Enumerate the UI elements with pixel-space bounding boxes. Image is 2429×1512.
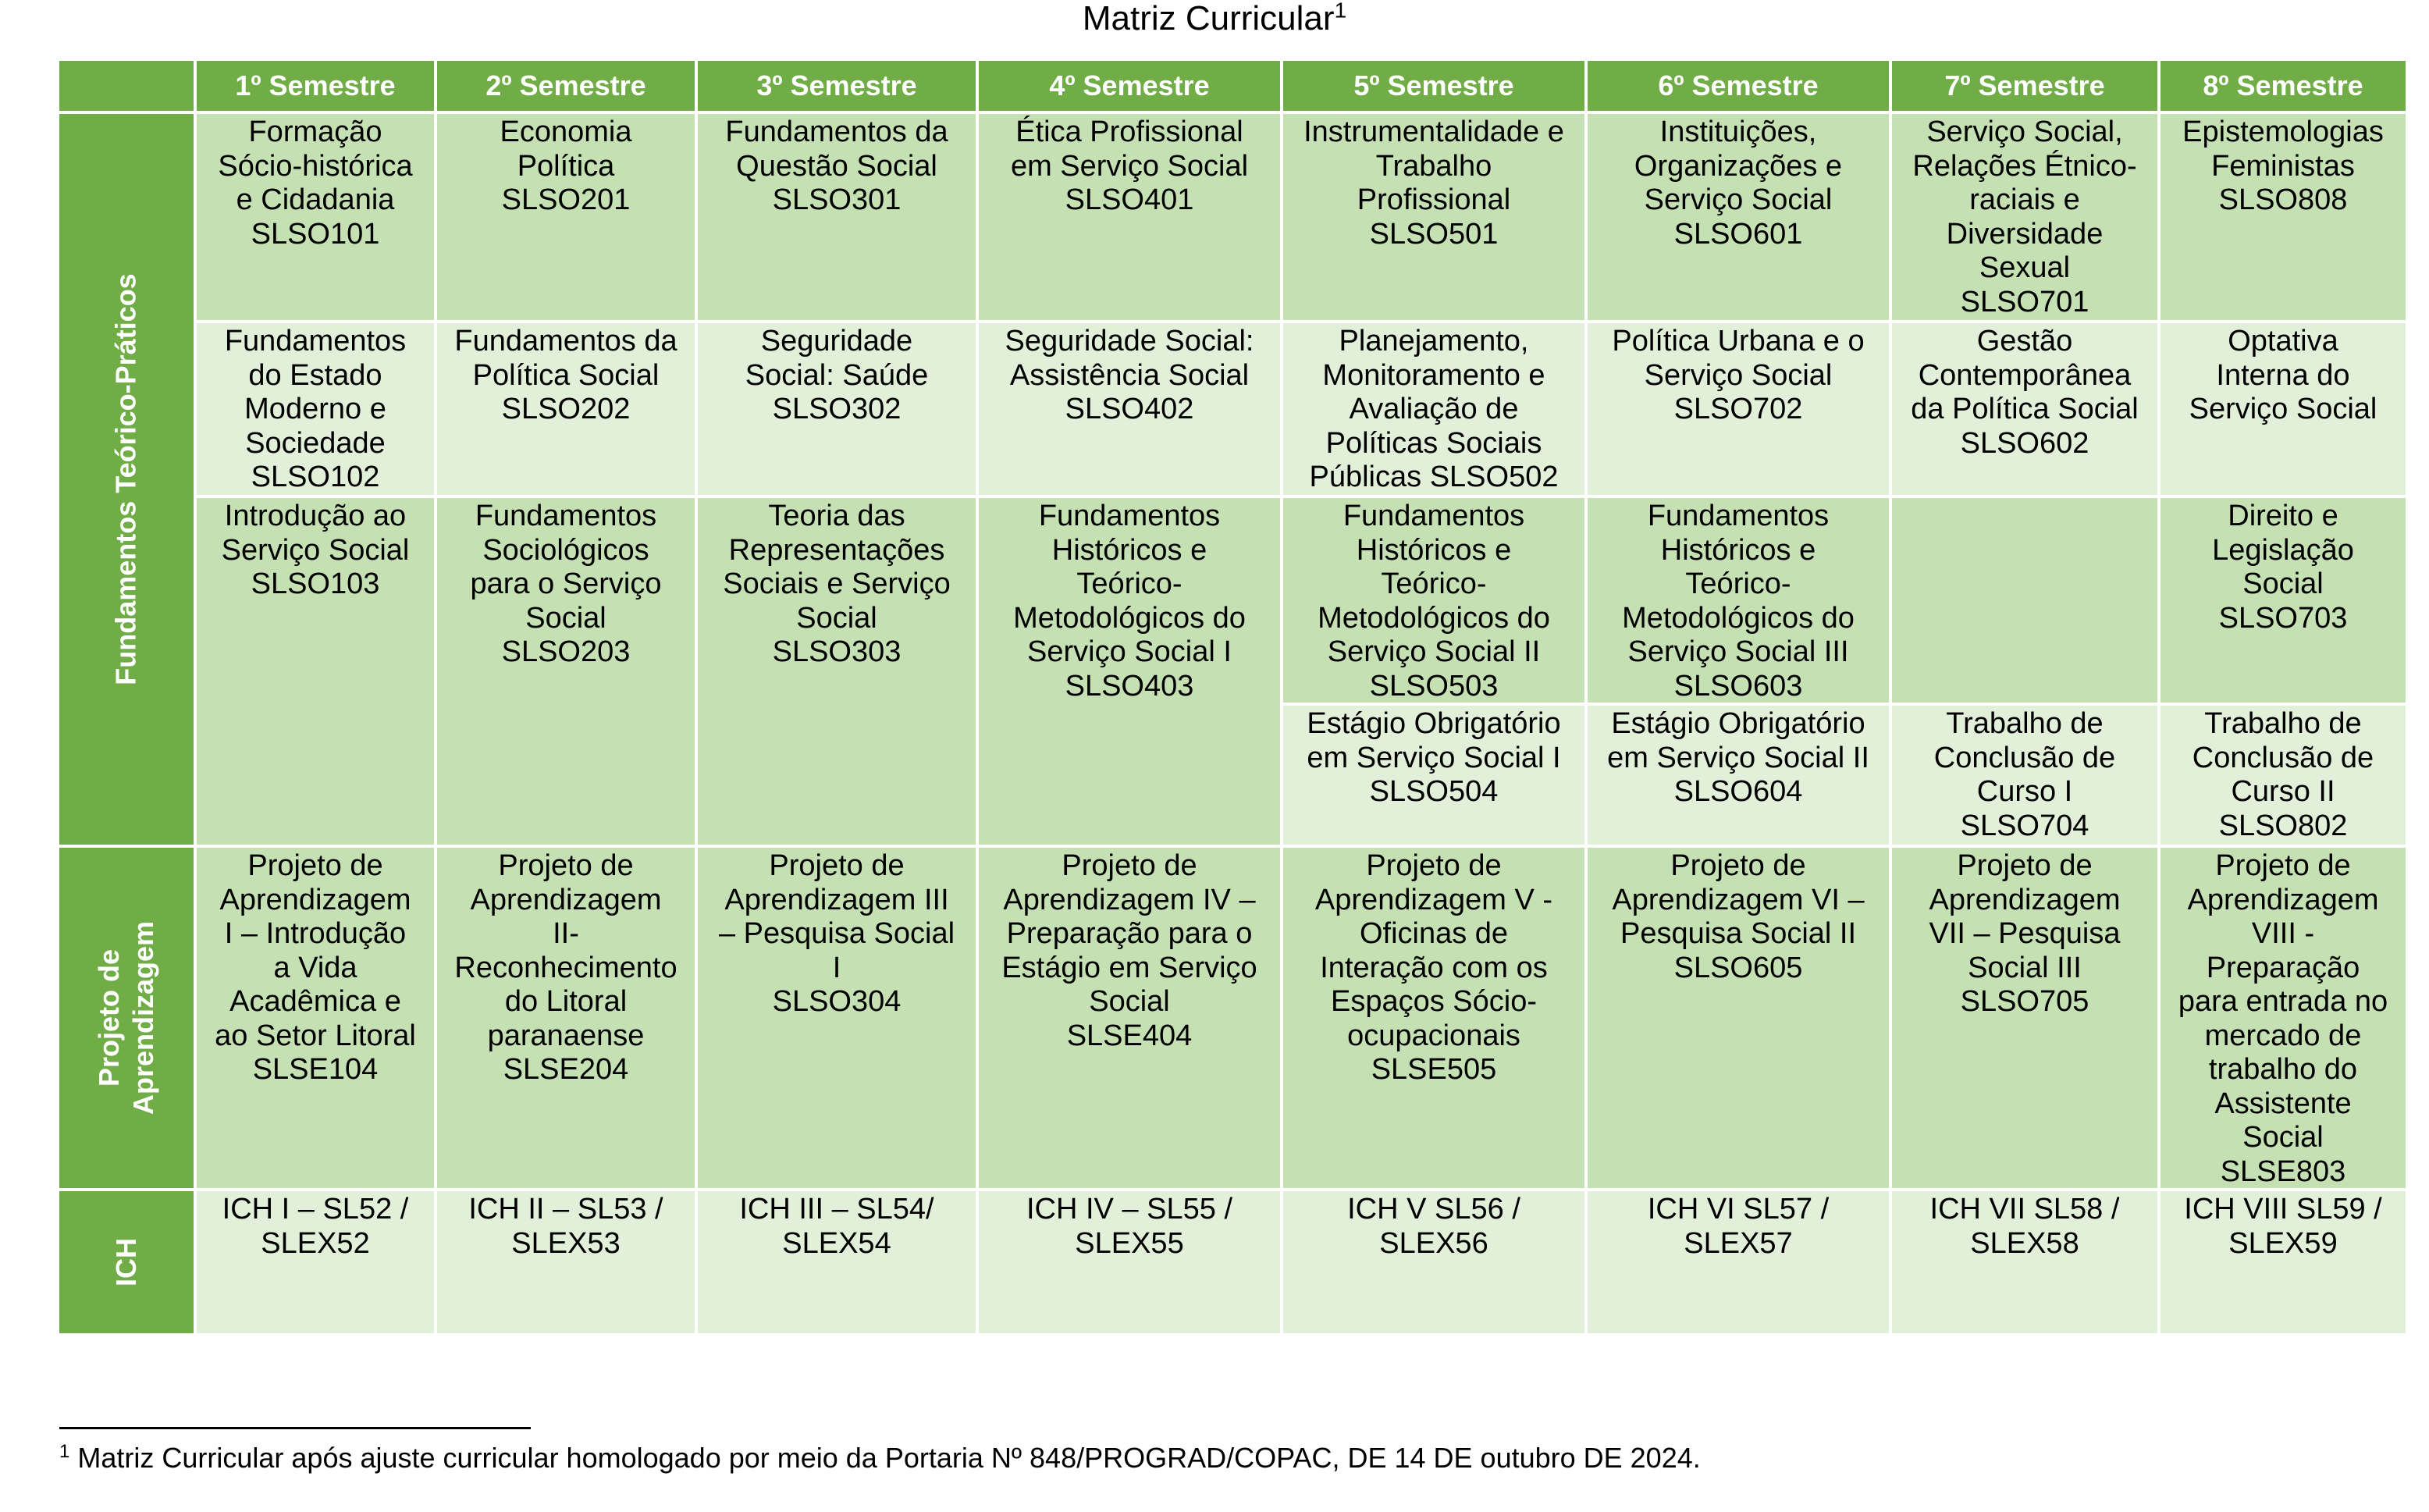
table-corner-cell [59, 61, 194, 111]
course-cell: Projeto de Aprendizagem VIII - Preparação para entrada no mercado de trabalho do Assistente Social SLSE803 [2160, 848, 2406, 1188]
semester-header-8: 8º Semestre [2160, 61, 2406, 111]
course-cell: ICH VII SL58 / SLEX58 [1892, 1191, 2157, 1333]
course-cell: ICH VI SL57 / SLEX57 [1588, 1191, 1889, 1333]
group-label-projeto-text [92, 921, 161, 1115]
course-cell: Seguridade Social: Saúde SLSO302 [698, 323, 976, 495]
course-cell: Formação Sócio-histórica e Cidadania SLSO101 [197, 114, 434, 320]
course-cell: Gestão Contemporânea da Política Social SLSO602 [1892, 323, 2157, 495]
course-cell: ICH I – SL52 / SLEX52 [197, 1191, 434, 1333]
group-label-ich-text: ICH [110, 1238, 142, 1286]
semester-header-6: 6º Semestre [1588, 61, 1889, 111]
course-cell: Projeto de Aprendizagem IV – Preparação para o Estágio em Serviço Social SLSE404 [979, 848, 1280, 1188]
course-cell: Projeto de Aprendizagem VI – Pesquisa Social II SLSO605 [1588, 848, 1889, 1188]
semester-header-2: 2º Semestre [437, 61, 695, 111]
course-cell: Estágio Obrigatório em Serviço Social II SLSO604 [1588, 706, 1889, 845]
course-cell: Optativa Interna do Serviço Social [2160, 323, 2406, 495]
course-cell: Teoria das Representações Sociais e Serviço Social SLSO303 [698, 498, 976, 845]
course-cell: Política Urbana e o Serviço Social SLSO702 [1588, 323, 1889, 495]
course-cell: Epistemologias Feministas SLSO808 [2160, 114, 2406, 320]
course-cell-empty [1892, 498, 2157, 703]
group-label-ich [59, 1191, 194, 1333]
course-cell: Fundamentos Sociológicos para o Serviço Social SLSO203 [437, 498, 695, 845]
course-cell: Planejamento, Monitoramento e Avaliação de Políticas Sociais Públicas SLSO502 [1283, 323, 1584, 495]
semester-header-5: 5º Semestre [1283, 61, 1584, 111]
course-cell: Fundamentos do Estado Moderno e Sociedade SLSO102 [197, 323, 434, 495]
course-cell: Trabalho de Conclusão de Curso I SLSO704 [1892, 706, 2157, 845]
semester-header-1: 1º Semestre [197, 61, 434, 111]
course-cell: Economia Política SLSO201 [437, 114, 695, 320]
footnote-separator [59, 1427, 531, 1429]
footnote-text: Matriz Curricular após ajuste curricular homologado por meio da Portaria Nº 848/PROGRAD/COPAC, DE 14 DE outubro DE 2024. [77, 1442, 1701, 1474]
course-cell: Serviço Social, Relações Étnico- raciais e Diversidade Sexual SLSO701 [1892, 114, 2157, 320]
group-label-projeto-line2: Aprendizagem [127, 920, 160, 1115]
course-cell: Seguridade Social: Assistência Social SLSO402 [979, 323, 1280, 495]
course-cell: Estágio Obrigatório em Serviço Social I SLSO504 [1283, 706, 1584, 845]
page-title [0, 0, 2429, 41]
course-cell: Projeto de Aprendizagem III – Pesquisa Social I SLSO304 [698, 848, 976, 1188]
course-cell: Projeto de Aprendizagem V - Oficinas de Interação com os Espaços Sócio- ocupacionais SLSE505 [1283, 848, 1584, 1188]
course-cell: Fundamentos Históricos e Teórico- Metodológicos do Serviço Social I SLSO403 [979, 498, 1280, 845]
curriculum-matrix-table [59, 61, 2388, 1315]
course-cell: ICH II – SL53 / SLEX53 [437, 1191, 695, 1333]
semester-header-4: 4º Semestre [979, 61, 1280, 111]
group-label-projeto-line1: Projeto de [93, 948, 126, 1087]
course-cell: Trabalho de Conclusão de Curso II SLSO802 [2160, 706, 2406, 845]
course-cell: Projeto de Aprendizagem VII – Pesquisa Social III SLSO705 [1892, 848, 2157, 1188]
course-cell: Introdução ao Serviço Social SLSO103 [197, 498, 434, 845]
course-cell: Instituições, Organizações e Serviço Social SLSO601 [1588, 114, 1889, 320]
title-footnote-marker: 1 [1334, 0, 1347, 23]
group-label-fundamentos [59, 114, 194, 845]
course-cell: ICH IV – SL55 / SLEX55 [979, 1191, 1280, 1333]
course-cell: Projeto de Aprendizagem II- Reconhecimento do Litoral paranaense SLSE204 [437, 848, 695, 1188]
semester-header-3: 3º Semestre [698, 61, 976, 111]
group-label-projeto [59, 848, 194, 1188]
course-cell: Fundamentos Históricos e Teórico- Metodológicos do Serviço Social III SLSO603 [1588, 498, 1889, 703]
course-cell: Fundamentos Históricos e Teórico- Metodológicos do Serviço Social II SLSO503 [1283, 498, 1584, 703]
footnote [59, 1441, 1701, 1475]
course-cell: Fundamentos da Questão Social SLSO301 [698, 114, 976, 320]
title-text: Matriz Curricular [1082, 0, 1335, 37]
course-cell: ICH III – SL54/ SLEX54 [698, 1191, 976, 1333]
course-cell: Ética Profissional em Serviço Social SLSO401 [979, 114, 1280, 320]
course-cell: Instrumentalidade e Trabalho Profissional SLSO501 [1283, 114, 1584, 320]
semester-header-7: 7º Semestre [1892, 61, 2157, 111]
course-cell: ICH V SL56 / SLEX56 [1283, 1191, 1584, 1333]
group-label-fundamentos-text: Fundamentos Teórico-Práticos [110, 273, 143, 685]
course-cell: Fundamentos da Política Social SLSO202 [437, 323, 695, 495]
course-cell: ICH VIII SL59 / SLEX59 [2160, 1191, 2406, 1333]
footnote-marker: 1 [59, 1441, 70, 1462]
course-cell: Direito e Legislação Social SLSO703 [2160, 498, 2406, 703]
course-cell: Projeto de Aprendizagem I – Introdução a Vida Acadêmica e ao Setor Litoral SLSE104 [197, 848, 434, 1188]
